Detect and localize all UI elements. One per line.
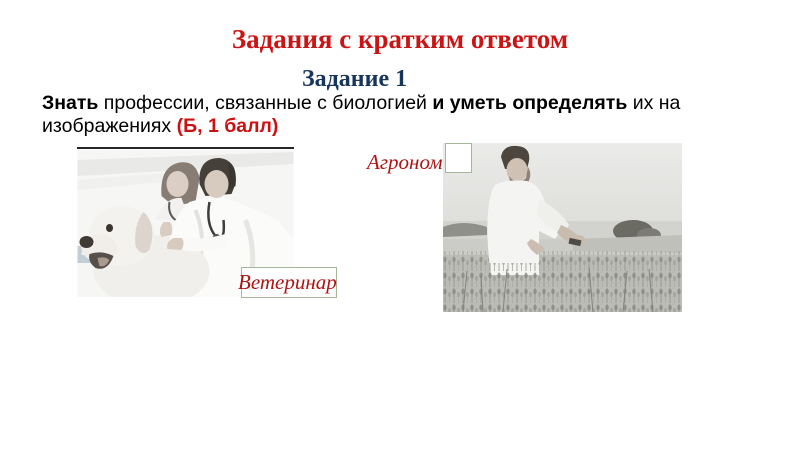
- agronomist-label: Агроном: [367, 150, 443, 174]
- task-text: [42, 92, 692, 138]
- task-text-wrap: изображениях: [42, 115, 177, 137]
- task-points: (Б, 1 балл): [176, 115, 279, 137]
- task-heading: Задание 1: [302, 66, 408, 92]
- agronomist-photo-drawing: [443, 143, 682, 312]
- task-text-know: Знать: [42, 92, 99, 114]
- task-text-able: и уметь определять: [432, 92, 628, 114]
- vet-label: Ветеринар: [238, 270, 337, 294]
- task-text-tail: их на: [627, 92, 681, 114]
- agronomist-label-box: [445, 143, 472, 173]
- agronomist-in-wheat-field-photo: [443, 143, 682, 312]
- task-text-mid: профессии, связанные с биологией: [98, 92, 433, 114]
- slide-title: Задания с кратким ответом: [231, 24, 569, 54]
- photo-top-rule: [77, 147, 294, 149]
